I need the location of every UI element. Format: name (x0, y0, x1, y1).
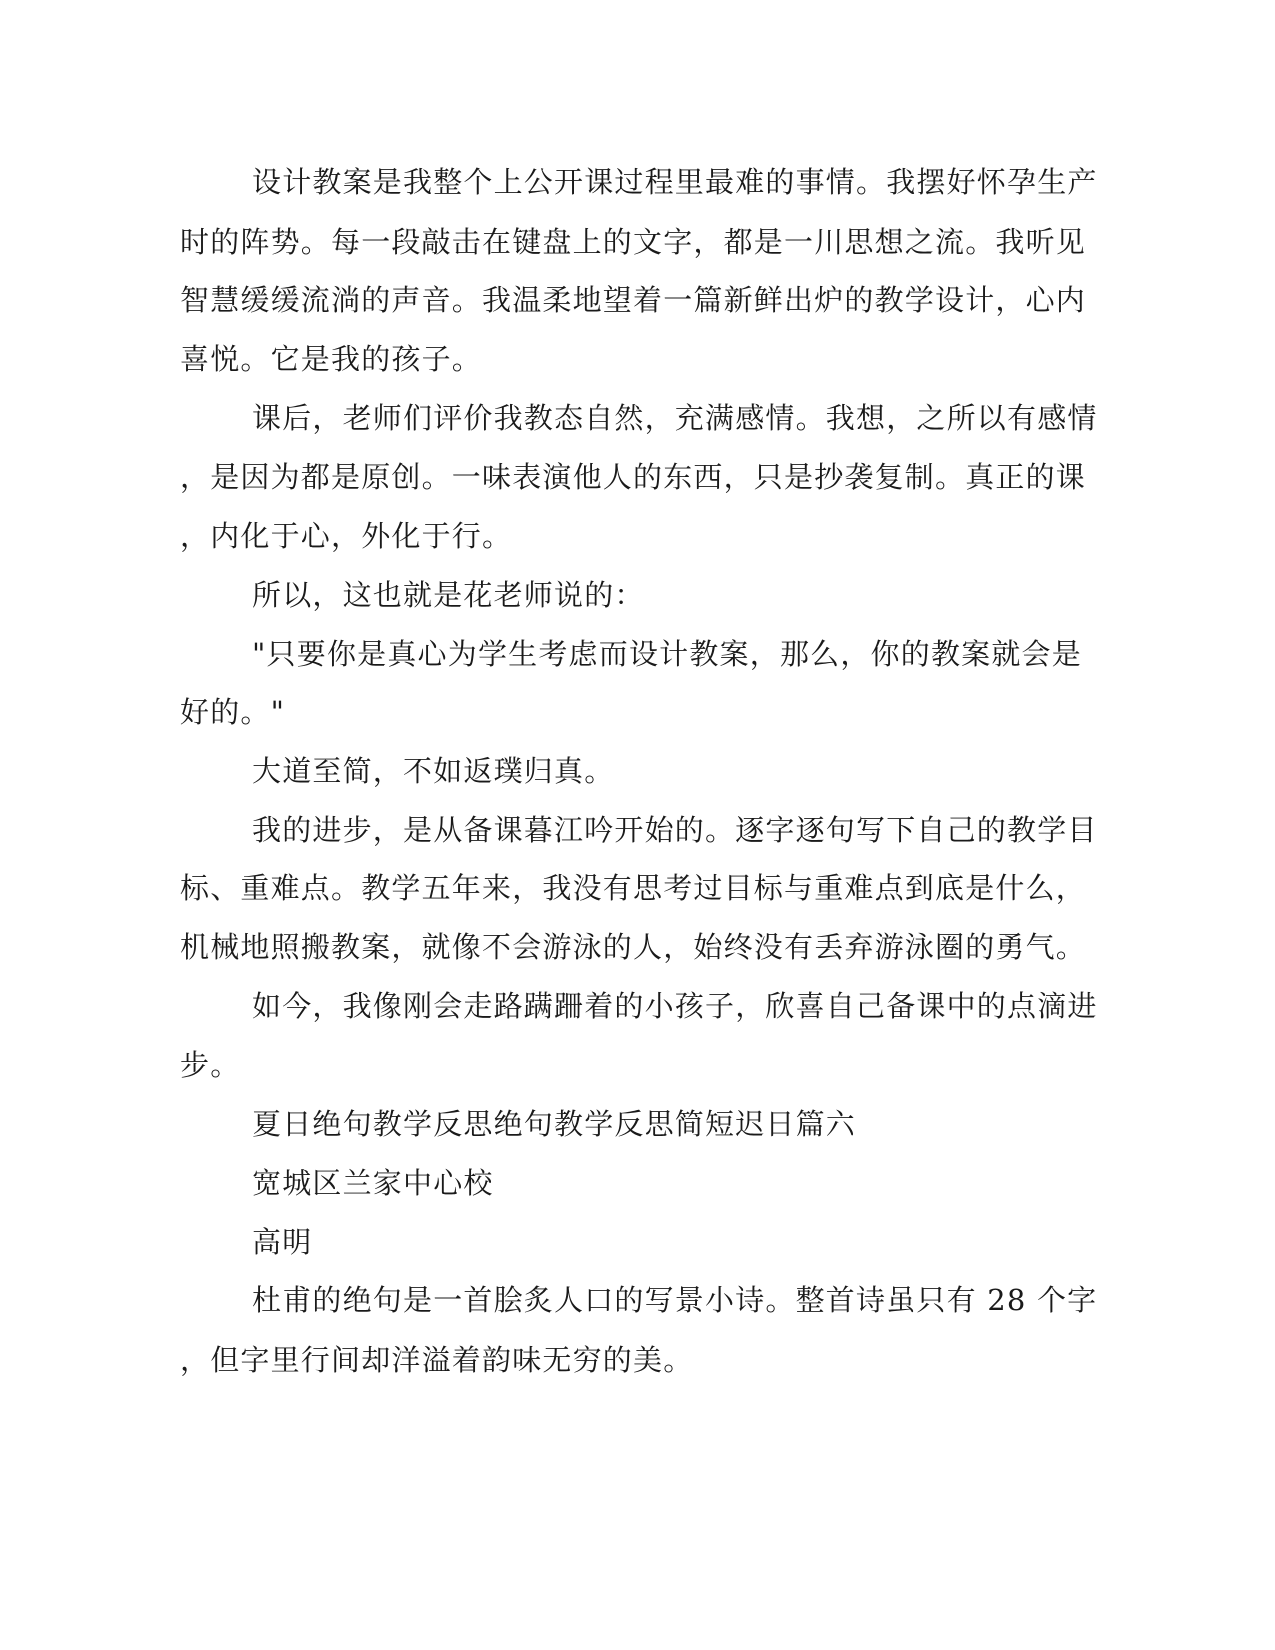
quote-line: "只要你是真心为学生考虑而设计教案，那么，你的教案就会是 (252, 637, 1082, 671)
text-line: 课后，老师们评价我教态自然，充满感情。我想，之所以有感情 (252, 401, 1098, 435)
text-line: 如今，我像刚会走路蹒跚着的小孩子，欣喜自己备课中的点滴进 (252, 989, 1098, 1023)
text-line: 时的阵势。每一段敲击在键盘上的文字，都是一川思想之流。我听见 (180, 225, 1087, 259)
text-line: 杜甫的绝句是一首脍炙人口的写景小诗。整首诗虽只有 28 个字 (252, 1283, 1098, 1317)
section-title: 夏日绝句教学反思绝句教学反思简短迟日篇六 (252, 1107, 857, 1141)
text-line: 喜悦。它是我的孩子。 (180, 342, 483, 376)
text-line: ，内化于心，外化于行。 (180, 519, 513, 553)
text-line: 步。 (180, 1048, 241, 1082)
text-line: 设计教案是我整个上公开课过程里最难的事情。我摆好怀孕生产 (252, 165, 1098, 199)
text-line: ，但字里行间却洋溢着韵味无穷的美。 (180, 1343, 694, 1377)
text-line: 标、重难点。教学五年来，我没有思考过目标与重难点到底是什么， (180, 871, 1087, 905)
text-line: 我的进步，是从备课暮江吟开始的。逐字逐句写下自己的教学目 (252, 813, 1098, 847)
text-line: 所以，这也就是花老师说的： (252, 578, 645, 612)
text-line: 机械地照搬教案，就像不会游泳的人，始终没有丢弃游泳圈的勇气。 (180, 930, 1087, 964)
text-line: ，是因为都是原创。一味表演他人的东西，只是抄袭复制。真正的课 (180, 460, 1087, 494)
author-name: 高明 (252, 1225, 313, 1259)
school-name: 宽城区兰家中心校 (252, 1166, 494, 1200)
text-line: 大道至简，不如返璞归真。 (252, 754, 615, 788)
quote-line: 好的。" (180, 695, 286, 729)
text-line: 智慧缓缓流淌的声音。我温柔地望着一篇新鲜出炉的教学设计，心内 (180, 283, 1087, 317)
